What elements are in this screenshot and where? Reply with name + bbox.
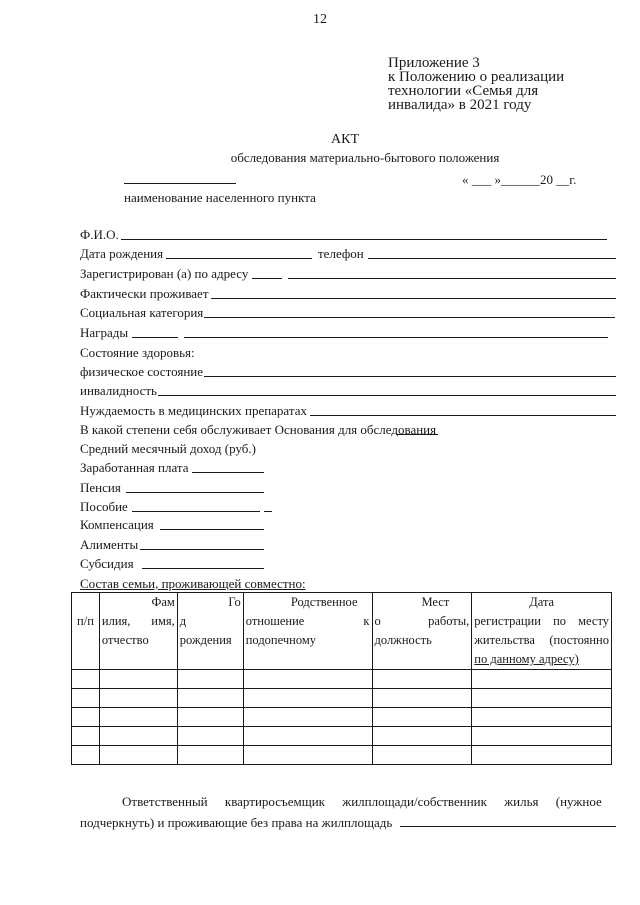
footer-line-1: Ответственный квартиросъемщик жилплощади/собственник жилья (нужное xyxy=(122,794,602,809)
table-cell[interactable] xyxy=(372,670,472,689)
health-label: Состояние здоровья: xyxy=(80,345,195,360)
table-row xyxy=(72,746,612,765)
social-category-input-line[interactable] xyxy=(204,317,615,318)
social-category-label: Социальная категория xyxy=(80,305,204,320)
awards-input-line-short[interactable] xyxy=(132,337,178,338)
appendix-header xyxy=(388,56,564,112)
header-text: должность xyxy=(374,633,432,647)
allowance-input-line-tail[interactable] xyxy=(264,511,272,512)
registered-input-line-short[interactable] xyxy=(252,278,282,279)
table-cell[interactable] xyxy=(72,727,100,746)
salary-input-line[interactable] xyxy=(192,472,264,473)
table-cell[interactable] xyxy=(472,746,612,765)
disability-input-line[interactable] xyxy=(158,395,616,396)
medicine-label: Нуждаемость в медицинских препаратах xyxy=(80,403,307,418)
table-cell[interactable] xyxy=(177,670,243,689)
table-cell[interactable] xyxy=(99,727,177,746)
header-text: п/п xyxy=(77,614,94,628)
table-cell[interactable] xyxy=(72,708,100,727)
table-cell[interactable] xyxy=(99,689,177,708)
registered-input-line[interactable] xyxy=(288,278,616,279)
table-cell[interactable] xyxy=(99,746,177,765)
date-field[interactable]: « ___ »______20 __г. xyxy=(462,172,577,187)
pension-label: Пенсия xyxy=(80,480,121,495)
compensation-input-line[interactable] xyxy=(160,529,264,530)
physical-label: физическое состояние xyxy=(80,364,203,379)
place-label: наименование населенного пункта xyxy=(124,190,316,205)
table-cell[interactable] xyxy=(72,689,100,708)
header-text: Мест xyxy=(421,595,450,609)
appendix-line: к Положению о реализации xyxy=(388,69,565,85)
table-cell[interactable] xyxy=(177,689,243,708)
awards-label: Награды xyxy=(80,325,129,340)
page-number: 12 xyxy=(313,12,327,27)
col-name-header xyxy=(99,593,177,670)
subsidy-label: Субсидия xyxy=(80,556,134,571)
fio-input-line[interactable] xyxy=(121,239,607,240)
table-cell[interactable] xyxy=(243,746,372,765)
header-text: регистрации по месту xyxy=(474,614,609,628)
compensation-label: Компенсация xyxy=(80,517,154,532)
table-cell[interactable] xyxy=(243,708,372,727)
header-text: илия, имя, xyxy=(101,614,175,628)
table-cell[interactable] xyxy=(243,670,372,689)
income-label: Средний месячный доход (руб.) xyxy=(80,441,256,456)
table-cell[interactable] xyxy=(243,727,372,746)
phone-label: телефон xyxy=(318,246,364,261)
medicine-input-line[interactable] xyxy=(310,415,616,416)
header-text: отчество xyxy=(101,633,149,647)
table-cell[interactable] xyxy=(177,708,243,727)
table-cell[interactable] xyxy=(99,670,177,689)
alimony-input-line[interactable] xyxy=(140,549,264,550)
table-row xyxy=(72,727,612,746)
table-cell[interactable] xyxy=(72,746,100,765)
awards-input-line[interactable] xyxy=(184,337,608,338)
col-birth-year-header xyxy=(177,593,243,670)
act-title: АКТ xyxy=(331,132,359,147)
table-cell[interactable] xyxy=(372,727,472,746)
appendix-line: инвалида» в 2021 году xyxy=(388,97,532,113)
header-text: Дата xyxy=(529,595,555,609)
header-text: жительства (постоянно xyxy=(474,633,609,647)
appendix-line: технологии «Семья для xyxy=(388,83,539,99)
actual-address-label: Фактически проживает xyxy=(80,286,209,301)
salary-label: Заработанная плата xyxy=(80,460,189,475)
footer-line-2: подчеркнуть) и проживающие без права на жилплощадь xyxy=(80,815,393,830)
birth-date-label: Дата рождения xyxy=(80,246,164,261)
table-row xyxy=(72,708,612,727)
phone-input-line[interactable] xyxy=(368,258,616,259)
allowance-input-line[interactable] xyxy=(132,511,260,512)
table-cell[interactable] xyxy=(99,708,177,727)
header-text: подопечному xyxy=(245,633,316,647)
table-row xyxy=(72,689,612,708)
disability-label: инвалидность xyxy=(80,383,157,398)
header-text: Го xyxy=(228,595,241,609)
table-cell[interactable] xyxy=(177,746,243,765)
registered-label: Зарегистрирован (а) по адресу xyxy=(80,266,249,281)
place-input-line[interactable] xyxy=(124,183,236,184)
table-cell[interactable] xyxy=(372,689,472,708)
alimony-label: Алименты xyxy=(80,537,139,552)
header-text: д рождения xyxy=(179,614,232,647)
header-text: по данному адресу) xyxy=(474,652,579,666)
physical-input-line[interactable] xyxy=(204,376,616,377)
pension-input-line[interactable] xyxy=(126,492,264,493)
table-cell[interactable] xyxy=(372,746,472,765)
col-relation-header xyxy=(243,593,372,670)
table-header-row xyxy=(72,593,612,670)
col-number-header xyxy=(72,593,100,670)
table-cell[interactable] xyxy=(243,689,372,708)
family-caption: Состав семьи, проживающей совместно: xyxy=(80,576,306,591)
table-cell[interactable] xyxy=(472,670,612,689)
col-work-header xyxy=(372,593,472,670)
allowance-label: Пособие xyxy=(80,499,128,514)
table-cell[interactable] xyxy=(472,727,612,746)
header-text: Фам xyxy=(151,595,175,609)
table-cell[interactable] xyxy=(372,708,472,727)
header-text: Родственное xyxy=(290,595,358,609)
birth-date-input-line[interactable] xyxy=(166,258,312,259)
appendix-line: Приложение 3 xyxy=(388,55,480,71)
header-text: о работы, xyxy=(374,614,470,628)
self-care-label: В какой степени себя обслуживает Основания для обследования xyxy=(80,422,437,437)
table-row xyxy=(72,670,612,689)
self-care-underline xyxy=(396,434,438,435)
actual-address-input-line[interactable] xyxy=(211,298,616,299)
table-cell[interactable] xyxy=(72,670,100,689)
footer-input-line[interactable] xyxy=(400,826,616,827)
table-cell[interactable] xyxy=(472,708,612,727)
act-subtitle: обследования материально-бытового положения xyxy=(230,150,500,165)
header-text: отношение к xyxy=(245,614,370,628)
family-table xyxy=(71,592,612,765)
fio-label: Ф.И.О. xyxy=(80,227,119,242)
table-cell[interactable] xyxy=(472,689,612,708)
subsidy-input-line[interactable] xyxy=(142,568,264,569)
table-cell[interactable] xyxy=(177,727,243,746)
col-registration-header xyxy=(472,593,612,670)
